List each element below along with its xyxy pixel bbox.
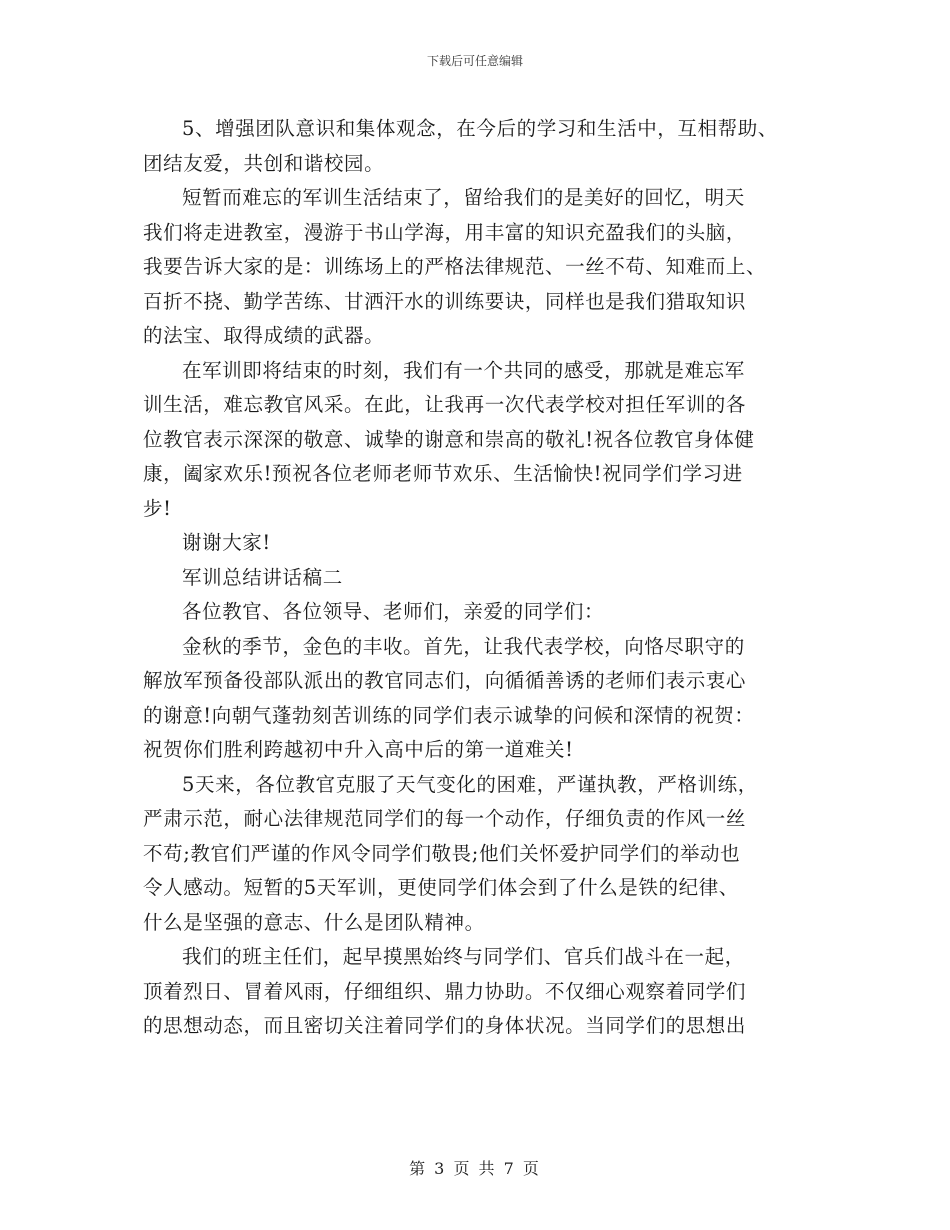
text-line: 解放军预备役部队派出的教官同志们，向循循善诱的老师们表示衷心: [143, 669, 747, 692]
text-line: 我们将走进教室，漫游于书山学海，用丰富的知识充盈我们的头脑，: [143, 220, 747, 244]
paragraph: [143, 768, 803, 941]
document-body: [143, 112, 803, 1044]
text-line: 5、增强团队意识和集体观念，在今后的学习和生活中，互相帮助、: [182, 117, 778, 140]
text-line: 各位教官、各位领导、老师们，亲爱的同学们：: [182, 600, 605, 623]
text-line: 位教官表示深深的敬意、诚挚的谢意和崇高的敬礼!祝各位教官身体健: [143, 427, 755, 451]
text-line: 我要告诉大家的是：训练场上的严格法律规范、一丝不苟、知难而上、: [143, 255, 767, 278]
paragraph: [143, 526, 803, 561]
text-line: 不苟;教官们严谨的作风令同学们敬畏;他们关怀爱护同学们的举动也: [143, 841, 741, 865]
text-line: 训生活，难忘教官风采。在此，让我再一次代表学校对担任军训的各: [143, 393, 747, 416]
paragraph: [143, 595, 803, 630]
text-line: 在军训即将结束的时刻，我们有一个共同的感受，那就是难忘军: [182, 358, 745, 382]
text-line: 步!: [143, 496, 172, 520]
text-line: 顶着烈日、冒着风雨，仔细组织、鼎力协助。不仅细心观察着同学们: [143, 979, 747, 1003]
paragraph: [143, 112, 803, 181]
text-line: 令人感动。短暂的5天军训，更使同学们体会到了什么是铁的纪律、: [143, 876, 739, 899]
paragraph: [143, 354, 803, 527]
text-line: 短暂而难忘的军训生活结束了，留给我们的是美好的回忆，明天: [182, 186, 745, 209]
text-line: 的法宝、取得成绩的武器。: [143, 324, 385, 347]
text-line: 康，阖家欢乐!预祝各位老师老师节欢乐、生活愉快!祝同学们学习进: [143, 462, 743, 485]
paragraph: [143, 940, 803, 1044]
text-line: 谢谢大家!: [182, 531, 271, 554]
text-line: 百折不挠、勤学苦练、甘洒汗水的训练要诀，同样也是我们猎取知识: [143, 289, 747, 313]
text-line: 团结友爱，共创和谐校园。: [143, 151, 385, 175]
text-line: 军训总结讲话稿二: [182, 565, 343, 589]
text-line: 我们的班主任们，起早摸黑始终与同学们、官兵们战斗在一起，: [182, 945, 745, 968]
header-note: 下载后可任意编辑: [426, 54, 523, 68]
text-line: 金秋的季节，金色的丰收。首先，让我代表学校，向恪尽职守的: [182, 634, 745, 658]
text-line: 严肃示范，耐心法律规范同学们的每一个动作，仔细负责的作风一丝: [143, 807, 747, 830]
text-line: 祝贺你们胜利跨越初中升入高中后的第一道难关!: [143, 738, 574, 761]
text-line: 的谢意!向朝气蓬勃刻苦训练的同学们表示诚挚的问候和深情的祝贺：: [143, 703, 755, 727]
text-line: 5天来，各位教官克服了天气变化的困难，严谨执教，严格训练，: [182, 772, 758, 796]
paragraph: [143, 561, 803, 596]
text-line: 什么是坚强的意志、什么是团队精神。: [143, 910, 485, 934]
page-footer: 第 3 页 共 7 页: [409, 1159, 541, 1178]
paragraph: [143, 181, 803, 354]
text-line: 的思想动态，而且密切关注着同学们的身体状况。当同学们的思想出: [143, 1014, 747, 1037]
paragraph: [143, 630, 803, 768]
